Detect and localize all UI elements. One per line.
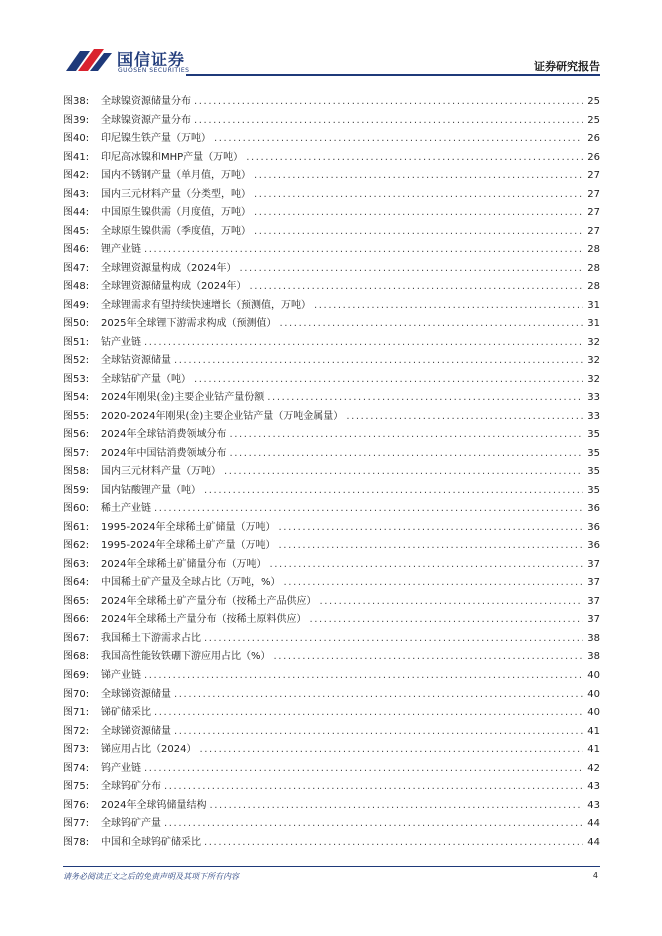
dot-leader: [144, 760, 583, 779]
dot-leader: [144, 241, 583, 260]
dot-leader: [194, 93, 583, 112]
figure-title: 全球镍资源储量分布: [101, 96, 191, 107]
brand-name-english: GUOSEN SECURITIES: [118, 67, 190, 74]
figure-page-number: 26: [587, 133, 600, 145]
toc-entry[interactable]: [63, 723, 600, 742]
figure-number: 图60:: [63, 503, 90, 515]
figure-page-number: 43: [587, 799, 600, 811]
figure-title: 钴产业链: [101, 336, 141, 348]
toc-entry[interactable]: [63, 741, 600, 760]
figure-number: 图48:: [63, 281, 90, 293]
dot-leader: [279, 519, 583, 538]
dot-leader: [249, 278, 583, 297]
dot-leader: [319, 593, 583, 612]
dot-leader: [229, 445, 583, 464]
figure-number: 图43:: [63, 188, 90, 200]
dot-leader: [274, 648, 583, 667]
figure-number: 图77:: [63, 818, 90, 830]
toc-entry[interactable]: [63, 500, 600, 519]
report-type-label: 证券研究报告: [534, 60, 600, 73]
dot-leader: [279, 315, 583, 334]
toc-entry[interactable]: [63, 648, 600, 667]
dot-leader: [229, 426, 583, 445]
figure-title: 全球镍资源产量分布: [101, 114, 191, 126]
toc-entry[interactable]: [63, 167, 600, 186]
figure-page-number: 36: [587, 503, 600, 515]
figure-page-number: 43: [587, 781, 600, 793]
dot-leader: [174, 352, 583, 371]
figure-page-number: 28: [587, 281, 600, 293]
figure-title: 2024年全球稀土矿储量分布（万吨）: [101, 558, 267, 570]
figure-title: 2024年全球钨储量结构: [101, 799, 207, 811]
dot-leader: [267, 389, 583, 408]
toc-entry[interactable]: [63, 260, 600, 279]
toc-entry[interactable]: [63, 334, 600, 353]
toc-entry[interactable]: [63, 778, 600, 797]
figure-number: 图58:: [63, 466, 90, 478]
figure-title: 全球锂需求有望持续快速增长（预测值，万吨）: [101, 299, 311, 311]
figure-title: 我国稀土下游需求占比: [101, 632, 201, 644]
figure-page-number: 40: [587, 707, 600, 719]
toc-entry[interactable]: [63, 537, 600, 556]
toc-entry[interactable]: [63, 371, 600, 390]
dot-leader: [144, 334, 583, 353]
dot-leader: [279, 537, 583, 556]
dot-leader: [246, 149, 583, 168]
toc-entry[interactable]: [63, 463, 600, 482]
figure-number: 图45:: [63, 225, 90, 237]
figure-number: 图59:: [63, 484, 90, 496]
toc-entry[interactable]: [63, 278, 600, 297]
figure-number: 图56:: [63, 429, 90, 441]
figure-number: 图50:: [63, 318, 90, 330]
figure-page-number: 41: [587, 744, 600, 756]
figure-title: 锑应用占比（2024）: [101, 744, 197, 756]
figure-title: 2024年刚果(金)主要企业钴产量份额: [101, 392, 265, 404]
figure-title: 全球钴矿产量（吨）: [101, 373, 191, 385]
toc-entry[interactable]: [63, 389, 600, 408]
figure-number: 图68:: [63, 651, 90, 663]
toc-entry[interactable]: [63, 482, 600, 501]
figure-number: 图63:: [63, 558, 90, 570]
figure-page-number: 31: [587, 299, 600, 311]
figure-number: 图66:: [63, 614, 90, 626]
dot-leader: [309, 611, 583, 630]
toc-entry[interactable]: [63, 574, 600, 593]
figure-number: 图46:: [63, 244, 90, 256]
dot-leader: [209, 797, 583, 816]
figure-number: 图73:: [63, 744, 90, 756]
figure-number: 图70:: [63, 688, 90, 700]
dot-leader: [254, 186, 583, 205]
toc-entry[interactable]: [63, 149, 600, 168]
figure-page-number: 32: [587, 373, 600, 385]
figure-number: 图42:: [63, 170, 90, 182]
toc-entry[interactable]: [63, 667, 600, 686]
dot-leader: [164, 815, 583, 834]
dot-leader: [204, 630, 583, 649]
figure-number: 图52:: [63, 355, 90, 367]
toc-entry[interactable]: [63, 815, 600, 834]
toc-entry[interactable]: [63, 519, 600, 538]
figure-page-number: 27: [587, 188, 600, 200]
figure-page-number: 27: [587, 170, 600, 182]
figure-title: 全球钨矿产量: [101, 818, 161, 830]
page-header: [0, 0, 662, 80]
figure-title: 1995-2024年全球稀土矿产量（万吨）: [101, 540, 276, 552]
toc-entry[interactable]: [63, 686, 600, 705]
dot-leader: [194, 112, 583, 131]
figure-page-number: 33: [587, 410, 600, 422]
figure-title: 2024年中国钴消费领域分布: [101, 447, 227, 459]
figure-number: 图65:: [63, 595, 90, 607]
dot-leader: [254, 204, 583, 223]
figure-title: 国内钴酸锂产量（吨）: [101, 484, 201, 496]
figure-page-number: 35: [587, 447, 600, 459]
figure-number: 图51:: [63, 336, 90, 348]
figure-title: 锑矿储采比: [101, 707, 151, 719]
figure-page-number: 25: [587, 96, 600, 107]
figure-page-number: 37: [587, 577, 600, 589]
figure-page-number: 32: [587, 336, 600, 348]
figure-title: 印尼镍生铁产量（万吨）: [101, 133, 211, 145]
figure-title: 全球锑资源储量: [101, 725, 171, 737]
figure-number: 图75:: [63, 781, 90, 793]
brand-name: 国信证券: [117, 50, 186, 69]
figure-page-number: 25: [587, 114, 600, 126]
toc-entry[interactable]: [63, 426, 600, 445]
figure-number: 图74:: [63, 762, 90, 774]
toc-entry[interactable]: [63, 315, 600, 334]
figure-title: 钨产业链: [101, 762, 141, 774]
dot-leader: [174, 686, 583, 705]
figure-title: 锂产业链: [101, 244, 141, 256]
figure-page-number: 44: [587, 836, 600, 848]
dot-leader: [154, 704, 583, 723]
figure-title: 全球锑资源储量: [101, 688, 171, 700]
dot-leader: [314, 297, 583, 316]
toc-entry[interactable]: [63, 297, 600, 316]
toc-entry[interactable]: [63, 834, 600, 853]
toc-entry[interactable]: [63, 130, 600, 149]
figure-page-number: 33: [587, 392, 600, 404]
toc-entry[interactable]: [63, 112, 600, 131]
toc-entry[interactable]: [63, 445, 600, 464]
toc-entry[interactable]: [63, 352, 600, 371]
figure-number: 图54:: [63, 392, 90, 404]
dot-leader: [254, 223, 583, 242]
figure-page-number: 40: [587, 688, 600, 700]
figure-title: 全球钨矿分布: [101, 781, 161, 793]
figure-title: 2020-2024年刚果(金)主要企业钴产量（万吨金属量）: [101, 410, 344, 422]
figure-title: 2024年全球稀土产量分布（按稀土原料供应）: [101, 614, 307, 626]
toc-entry[interactable]: [63, 704, 600, 723]
figure-title: 锑产业链: [101, 669, 141, 681]
figure-page-number: 36: [587, 521, 600, 533]
dot-leader: [224, 463, 583, 482]
dot-leader: [254, 167, 583, 186]
figure-page-number: 32: [587, 355, 600, 367]
toc-entry[interactable]: [63, 408, 600, 427]
figure-page-number: 37: [587, 595, 600, 607]
figure-page-number: 38: [587, 651, 600, 663]
figure-page-number: 27: [587, 207, 600, 219]
dot-leader: [269, 556, 583, 575]
figure-page-number: 37: [587, 614, 600, 626]
figure-title: 全球钴资源储量: [101, 355, 171, 367]
dot-leader: [164, 778, 583, 797]
toc-entry[interactable]: [63, 593, 600, 612]
dot-leader: [154, 500, 583, 519]
toc-entry[interactable]: [63, 223, 600, 242]
figure-number: 图39:: [63, 114, 90, 126]
figure-title: 1995-2024年全球稀土矿储量（万吨）: [101, 521, 276, 533]
figure-page-number: 35: [587, 429, 600, 441]
guosen-logo-icon: [64, 47, 114, 75]
dot-leader: [284, 574, 583, 593]
figure-page-number: 42: [587, 762, 600, 774]
figure-page-number: 36: [587, 540, 600, 552]
toc-entry[interactable]: [63, 556, 600, 575]
dot-leader: [346, 408, 583, 427]
figure-title: 中国稀土矿产量及全球占比（万吨，%）: [101, 577, 281, 589]
figure-number: 图38:: [63, 96, 90, 107]
figure-title: 稀土产业链: [101, 503, 151, 515]
figure-number: 图64:: [63, 577, 90, 589]
footer-divider: [63, 866, 600, 867]
figure-title: 2024年全球稀土矿产量分布（按稀土产品供应）: [101, 595, 317, 607]
toc-entry[interactable]: [63, 204, 600, 223]
figure-number: 图57:: [63, 447, 90, 459]
figure-number: 图55:: [63, 410, 90, 422]
dot-leader: [214, 130, 583, 149]
toc-entry[interactable]: [63, 797, 600, 816]
toc-entry[interactable]: [63, 186, 600, 205]
dot-leader: [174, 723, 583, 742]
figure-page-number: 27: [587, 225, 600, 237]
figure-title: 中国原生镍供需（月度值，万吨）: [101, 207, 251, 219]
dot-leader: [204, 834, 583, 853]
figure-title: 印尼高冰镍和MHP产量（万吨）: [101, 151, 244, 163]
figure-title: 国内三元材料产量（分类型，吨）: [101, 188, 251, 200]
figure-page-number: 35: [587, 466, 600, 478]
figure-page-number: 38: [587, 632, 600, 644]
dot-leader: [194, 371, 583, 390]
figure-number: 图78:: [63, 836, 90, 848]
figure-number: 图72:: [63, 725, 90, 737]
figure-page-number: 37: [587, 558, 600, 570]
figure-title: 2024年全球钴消费领域分布: [101, 429, 227, 441]
figure-number: 图47:: [63, 262, 90, 274]
toc-entry[interactable]: [63, 93, 600, 112]
toc-entry[interactable]: [63, 611, 600, 630]
figure-number: 图69:: [63, 669, 90, 681]
toc-entry[interactable]: [63, 241, 600, 260]
figure-page-number: 31: [587, 318, 600, 330]
figure-number: 图62:: [63, 540, 90, 552]
figure-title: 全球锂资源量构成（2024年）: [101, 262, 237, 274]
figure-title: 国内三元材料产量（万吨）: [101, 466, 221, 478]
dot-leader: [239, 260, 583, 279]
figure-title: 2025年全球锂下游需求构成（预测值）: [101, 318, 277, 330]
figure-number: 图67:: [63, 632, 90, 644]
figure-title: 中国和全球钨矿储采比: [101, 836, 201, 848]
figure-number: 图40:: [63, 133, 90, 145]
figure-number: 图41:: [63, 151, 90, 163]
figure-page-number: 28: [587, 244, 600, 256]
figure-page-number: 35: [587, 484, 600, 496]
figure-page-number: 26: [587, 151, 600, 163]
figure-title: 我国高性能钕铁硼下游应用占比（%）: [101, 651, 271, 663]
figure-page-number: 41: [587, 725, 600, 737]
figure-title: 全球原生镍供需（季度值，万吨）: [101, 225, 251, 237]
footer-disclaimer: 请务必阅读正文之后的免责声明及其项下所有内容: [63, 872, 239, 881]
figure-page-number: 28: [587, 262, 600, 274]
dot-leader: [204, 482, 583, 501]
page-number: 4: [592, 871, 598, 880]
figure-number: 图61:: [63, 521, 90, 533]
figure-number: 图53:: [63, 373, 90, 385]
figure-title: 国内不锈钢产量（单月值，万吨）: [101, 170, 251, 182]
dot-leader: [144, 667, 583, 686]
figure-table-of-contents: [63, 93, 600, 852]
header-divider: [186, 74, 600, 76]
toc-entry[interactable]: [63, 630, 600, 649]
figure-number: 图44:: [63, 207, 90, 219]
figure-number: 图76:: [63, 799, 90, 811]
figure-page-number: 40: [587, 669, 600, 681]
figure-number: 图71:: [63, 707, 90, 719]
dot-leader: [199, 741, 583, 760]
figure-page-number: 44: [587, 818, 600, 830]
figure-number: 图49:: [63, 299, 90, 311]
figure-title: 全球锂资源储量构成（2024年）: [101, 281, 247, 293]
toc-entry[interactable]: [63, 760, 600, 779]
